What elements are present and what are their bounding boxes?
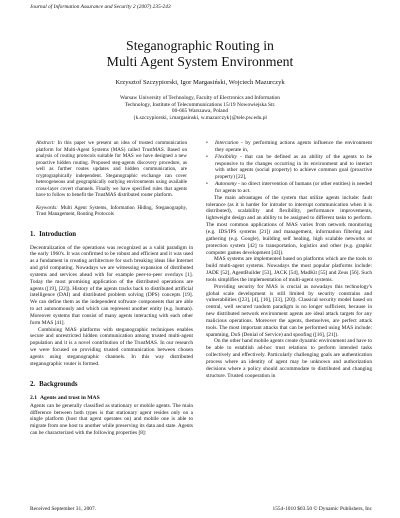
- intro-paragraph-2: Combining MAS platforms with steganographic techniques enables secure and unrestricted hidden communication among trusted multi-agent population and it is a novel contribution of the TrustMAS. In our research we were focused on providing trusted communication between chosen agents using steganographic channels. In this way distributed steganographic router is formed.: [30, 326, 193, 367]
- right-paragraph-4: On the other hand mobile agents create dynamic environment and have to be able to establish ad-hoc trust relations to perform intended tasks collectively and effectively. Particularly challenging goals are authentication process where an identity of agent may be unknown and authorization decisions where a policy should accommodate to distributed and changing structure. Trusted cooperation in: [206, 338, 372, 379]
- received-date: Received September 31, 2007.: [30, 506, 97, 512]
- abstract-text: In this paper we present an idea of trusted communication platform for Multi-Agent Systems (MAS) called TrustMAS. Based on analysis of routing protocols suitable for MAS we have designed a new proactive hidden routing. Proposed steg-agents discovery procedure, as well as further routes updates and hidden communication, are cryptographically independent. Steganographic exchange can cover heterogeneous and geographically outlying environments using available cross-layer covert channels. Finally we have specified rules that agents have to follow to benefit the TrustMAS distributed router platform.: [36, 140, 188, 198]
- keywords-label: Keywords:: [36, 204, 58, 211]
- section-heading-introduction: [30, 231, 193, 239]
- list-item-text: - no direct intervention of humans (or other entities) is needed for agents to act.: [215, 181, 372, 194]
- list-item-text: - by performing actions agents influence the environment they operate in,: [215, 140, 372, 153]
- list-item: [206, 154, 372, 181]
- abstract: [30, 140, 193, 199]
- affiliation-line-3: 00-665 Warszawa, Poland: [171, 108, 229, 115]
- keywords: [30, 205, 193, 218]
- section-heading-backgrounds: [30, 381, 193, 389]
- list-item: [206, 140, 372, 154]
- list-item-text: - that can be defined as an ability of the agents to be responsive to the changes occurring in its environment and to interact with other agents (social property) to achieve common goal (proactive property) [22],: [215, 153, 372, 181]
- agents-paragraph-1: Agents can be generally classified as stationary or mobile agents. The main difference between both types is that stationary agent resides only on a single platform (host that agent operates on) and mobile one is able to migrate from one host to another while preserving its data and state. Agents can be characterized with the following properties [8]:: [30, 402, 193, 437]
- abstract-label: Abstract:: [36, 140, 55, 146]
- keywords-text: Multi Agent Systems, Information Hiding, Steganography, Trust Management, Routing Protocols: [36, 204, 187, 217]
- list-item: [206, 181, 372, 195]
- list-item-term: Intercation: [215, 140, 239, 146]
- bullet: •: [206, 181, 208, 188]
- list-item-term: Flexibility: [215, 153, 237, 160]
- section-title: Introduction: [39, 230, 76, 238]
- paper-title-line-1: Steganographic Routing in: [126, 38, 274, 53]
- authors: Krzysztof Szczypiorski, Igor Margasiński, Wojciech Mazurczyk: [115, 79, 285, 86]
- section-number: 2.: [30, 380, 36, 388]
- right-column: [206, 140, 372, 380]
- issn-publisher: 1554-1010 $03.50 © Dynamic Publishers, Inc: [272, 506, 372, 512]
- intro-paragraph-1: Decentralization of the operations was recognized as a valid paradigm in the early 1960's. It was confirmed to be robust and efficient and it was used as a fundament in creating architecture for such breaking ideas like Internet and grid computing. Nowadays we are witnessing expansion of distributed systems and services ahead with for example peer-to-peer overlays [1]. Today the most promising application of the distributed operations are agents ([19], [22]). History of the agents tracks back to distributed artificial intelligence (DAI) and distributed problem solving (DPS) concepts [19]. We can define them as the independent software components that are able to act autonomously and which can represent another entity (e.g. human). Moreover systems that consist of many agents interacting with each other form MAS [41].: [30, 244, 193, 326]
- right-paragraph-1: The main advantages of the system that utilize agents include: fault tolerance (as it is harder for intruder to interrupt communication when it is distributed), scalability and flexibility, performance improvements, lightweight design and an ability to be assigned to different tasks to perform. The most common applications of MAS varies from network monitoring (e.g. IDS/IPS systems [21]) and management, information filtering and gathering (e.g. Google), building self healing, high scalable networks or protection system [42] to transportation, logistics and other (e.g. graphic computer games development [43]).: [206, 194, 372, 256]
- subsection-heading-agents-trust: [30, 395, 193, 402]
- subsection-number: 2.1: [30, 394, 37, 401]
- paper-title-line-2: Multi Agent System Environment: [106, 54, 294, 69]
- author-emails: {k.szczypiorski, i.margasinski, w.mazurczyk}@tele.pw.edu.pl: [133, 114, 267, 121]
- affiliation-line-1: Warsaw University of Technology, Faculty of Electronics and Information: [120, 95, 280, 101]
- section-title: Backgrounds: [39, 380, 78, 388]
- right-paragraph-3: Providing security for MAS is crucial as nowadays this technology's global scale development is still limited by security constrains and vulnerabilities ([23], [4], [16], [33], [20]). Classical security model based on central, well secured random paradigm is no longer sufficient, because in new distributed network environment agents are ideal attack targets for any malicious operations. Moreover the agents, themselves, are perfect attack tools. The most important attacks that can be performed using MAS include: spamming, DoS (Denial of Service) and spoofing ([16], [21]).: [206, 283, 372, 338]
- list-item-term: Autonomy: [215, 181, 237, 188]
- affiliation-line-2: Technology, Institute of Telecommunications 15/19 Nowowiejska Str.: [124, 101, 276, 108]
- section-number: 1.: [30, 230, 36, 238]
- right-paragraph-2: MAS systems are implemented based on platforms which are the tools to build multi-agent systems. Nowadays the most popular platforms include: JADE [52], AgentBuilder [53], JACK [54], MadKit [55] and Zeus [56]. Such tools simplifies the implementation of multi-agent systems.: [206, 256, 372, 283]
- bullet: •: [206, 140, 208, 146]
- journal-header: Journal of Information Assurance and Security 2 (2007) 235-243: [30, 4, 171, 10]
- agent-properties-list: [206, 140, 372, 195]
- left-column: [30, 140, 193, 437]
- subsection-title: Agents and trust in MAS: [40, 394, 100, 401]
- bullet: •: [206, 153, 208, 160]
